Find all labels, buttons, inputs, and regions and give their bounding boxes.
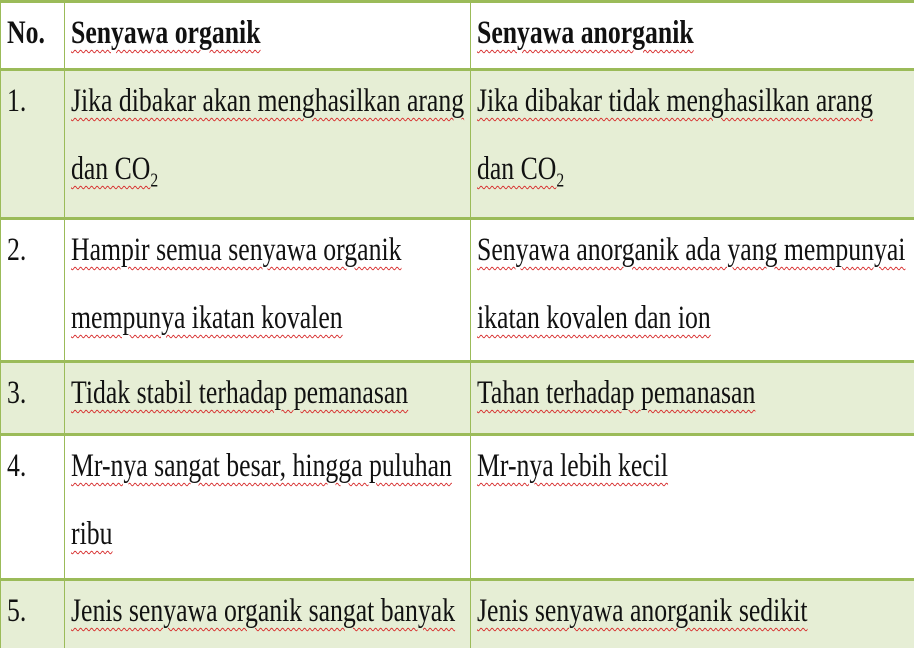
cell-organik: Jika dibakar akan menghasilkan arang dan $CO_2$ — [65, 70, 471, 219]
cell-no: 3. — [1, 362, 65, 435]
cell-no: 4. — [1, 435, 65, 580]
header-organik: Senyawa organik — [65, 2, 471, 70]
cell-organik: Jenis senyawa organik sangat banyak — [65, 580, 471, 648]
cell-no: 5. — [1, 580, 65, 648]
cell-anorganik: Jika dibakar tidak menghasilkan arang dan $CO_2$ — [471, 70, 914, 219]
cell-anorganik: Tahan terhadap pemanasan — [471, 362, 914, 435]
table-header-row — [1, 2, 914, 70]
table-row — [1, 219, 914, 362]
cell-organik: Tidak stabil terhadap pemanasan — [65, 362, 471, 435]
cell-organik: Hampir semua senyawa organik mempunya ikatan kovalen — [65, 219, 471, 362]
header-anorganik: Senyawa anorganik — [471, 2, 914, 70]
cell-no: 2. — [1, 219, 65, 362]
cell-organik: Mr-nya sangat besar, hingga puluhan ribu — [65, 435, 471, 580]
cell-anorganik: Senyawa anorganik ada yang mempunyai ikatan kovalen dan ion — [471, 219, 914, 362]
cell-anorganik: Jenis senyawa anorganik sedikit — [471, 580, 914, 648]
header-no: No. — [1, 2, 65, 70]
table-row — [1, 362, 914, 435]
cell-anorganik: Mr-nya lebih kecil — [471, 435, 914, 580]
cell-no: 1. — [1, 70, 65, 219]
subscript: 2 — [150, 169, 159, 192]
subscript: 2 — [556, 169, 565, 192]
table-row — [1, 435, 914, 580]
table-row — [1, 70, 914, 219]
table-row — [1, 580, 914, 648]
